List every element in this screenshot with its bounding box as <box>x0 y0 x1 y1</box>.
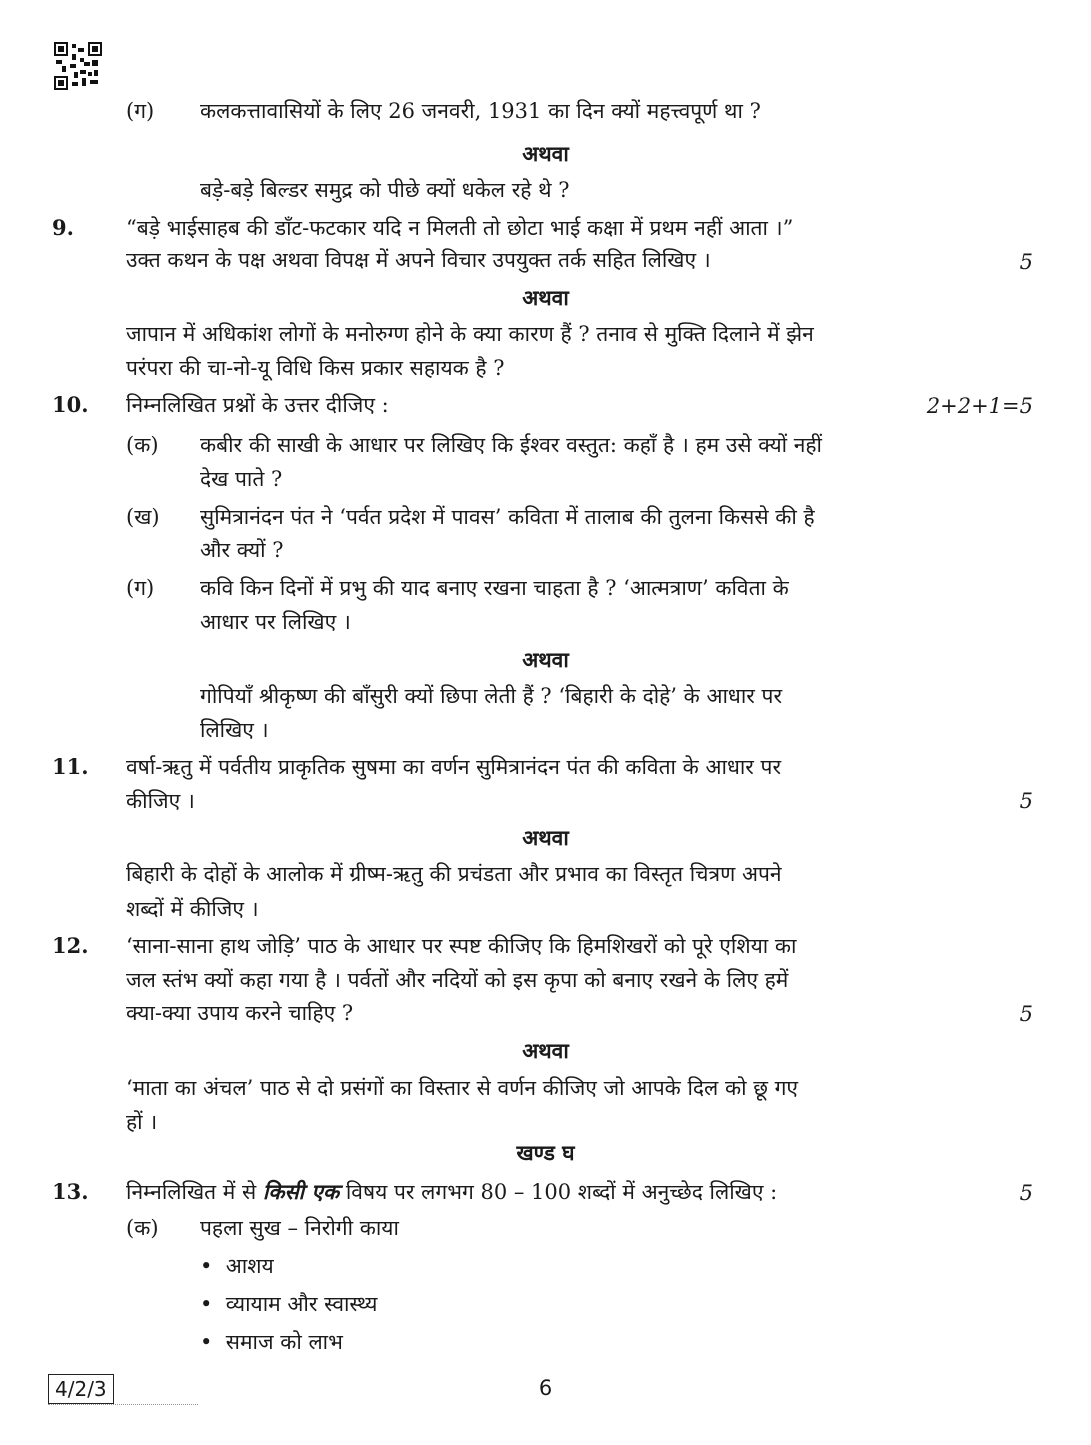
bullet-text: आशय <box>225 1254 274 1278</box>
athva-heading: अथवा <box>522 285 569 310</box>
bullet-item: • व्यायाम और स्वास्थ्य <box>200 1292 378 1316</box>
q8c-label: (ग) <box>126 99 155 123</box>
athva-heading: अथवा <box>522 141 569 166</box>
q12-line-1: ‘साना-साना हाथ जोड़ि’ पाठ के आधार पर स्पष्ट कीजिए कि हिमशिखरों को पूरे एशिया का <box>126 934 797 958</box>
q9-marks: 5 <box>1019 250 1033 274</box>
page-number: 6 <box>538 1376 553 1400</box>
q13-text-post: विषय पर लगभग 80 – 100 शब्दों में अनुच्छेद लिखिए : <box>345 1180 778 1204</box>
q10c-line-1: कवि किन दिनों में प्रभु की याद बनाए रखना चाहता है ? ‘आत्मत्राण’ कविता के <box>200 576 789 600</box>
q9-line-1: “बड़े भाईसाहब की डाँट-फटकार यदि न मिलती तो छोटा भाई कक्षा में प्रथम नहीं आता ।” <box>126 216 794 240</box>
q10c-line-2: आधार पर लिखिए । <box>200 610 351 634</box>
bullet-text: व्यायाम और स्वास्थ्य <box>225 1292 378 1316</box>
section-d-heading: खण्ड घ <box>516 1140 575 1165</box>
q13-marks: 5 <box>1019 1181 1033 1205</box>
q10c-alt-line-1: गोपियाँ श्रीकृष्ण की बाँसुरी क्यों छिपा लेती हैं ? ‘बिहारी के दोहे’ के आधार पर <box>200 684 783 708</box>
q8c-text: कलकत्तावासियों के लिए 26 जनवरी, 1931 का दिन क्यों महत्त्वपूर्ण था ? <box>200 99 761 123</box>
q12-alt-line-1: ‘माता का अंचल’ पाठ से दो प्रसंगों का विस्तार से वर्णन कीजिए जो आपके दिल को छू गए <box>126 1076 799 1100</box>
q11-marks: 5 <box>1019 789 1033 813</box>
q12-line-3: क्या-क्या उपाय करने चाहिए ? <box>126 1001 354 1025</box>
q10c-alt-line-2: लिखिए । <box>200 718 269 742</box>
q13-text-emphasis: किसी एक <box>262 1179 340 1204</box>
q10b-line-2: और क्यों ? <box>200 538 284 562</box>
footer-dotted-line <box>48 1404 198 1409</box>
q13-text-pre: निम्नलिखित में से <box>126 1180 257 1204</box>
q11-line-2: कीजिए । <box>126 789 195 813</box>
q11-line-1: वर्षा-ऋतु में पर्वतीय प्राकृतिक सुषमा का वर्णन सुमित्रानंदन पंत की कविता के आधार पर <box>126 755 782 779</box>
q12-number: 12. <box>52 933 89 958</box>
q11-alt-line-1: बिहारी के दोहों के आलोक में ग्रीष्म-ऋतु की प्रचंडता और प्रभाव का विस्तृत चित्रण अपने <box>126 862 782 886</box>
q8c-alternative: बड़े-बड़े बिल्डर समुद्र को पीछे क्यों धकेल रहे थे ? <box>200 178 570 202</box>
q12-line-2: जल स्तंभ क्यों कहा गया है । पर्वतों और नदियों को इस कृपा को बनाए रखने के लिए हमें <box>126 968 789 992</box>
athva-heading: अथवा <box>522 647 569 672</box>
athva-heading: अथवा <box>522 825 569 850</box>
q10c-label: (ग) <box>126 576 155 600</box>
q9-number: 9. <box>52 215 74 240</box>
q12-marks: 5 <box>1019 1002 1033 1026</box>
q10-number: 10. <box>52 392 89 417</box>
q9-line-2: उक्त कथन के पक्ष अथवा विपक्ष में अपने विचार उपयुक्त तर्क सहित लिखिए । <box>126 248 711 272</box>
q13-text <box>126 1178 777 1206</box>
athva-heading: अथवा <box>522 1038 569 1063</box>
q9-alt-line-2: परंपरा की चा-नो-यू विधि किस प्रकार सहायक है ? <box>126 356 505 380</box>
bullet-item: • समाज को लाभ <box>200 1330 343 1354</box>
qr-code-icon <box>54 42 102 90</box>
q11-alt-line-2: शब्दों में कीजिए । <box>126 897 259 921</box>
paper-code: 4/2/3 <box>48 1374 114 1404</box>
q12-alt-line-2: हों । <box>126 1110 158 1134</box>
bullet-item: • आशय <box>200 1254 274 1278</box>
q10b-label: (ख) <box>126 505 160 529</box>
bullet-text: समाज को लाभ <box>225 1330 343 1354</box>
q9-alt-line-1: जापान में अधिकांश लोगों के मनोरुग्ण होने के क्या कारण हैं ? तनाव से मुक्ति दिलाने में झेन <box>126 322 814 346</box>
q10a-line-2: देख पाते ? <box>200 467 283 491</box>
q10-marks: 2+2+1=5 <box>926 394 1033 418</box>
q13a-text: पहला सुख – निरोगी काया <box>200 1216 399 1240</box>
q10-text: निम्नलिखित प्रश्नों के उत्तर दीजिए : <box>126 393 389 417</box>
q10a-line-1: कबीर की साखी के आधार पर लिखिए कि ईश्वर वस्तुत: कहाँ है । हम उसे क्यों नहीं <box>200 433 822 457</box>
q10b-line-1: सुमित्रानंदन पंत ने ‘पर्वत प्रदेश में पावस’ कविता में तालाब की तुलना किससे की है <box>200 505 815 529</box>
q13-number: 13. <box>52 1179 89 1204</box>
q13a-label: (क) <box>126 1216 159 1240</box>
q10a-label: (क) <box>126 433 159 457</box>
q11-number: 11. <box>52 754 89 779</box>
